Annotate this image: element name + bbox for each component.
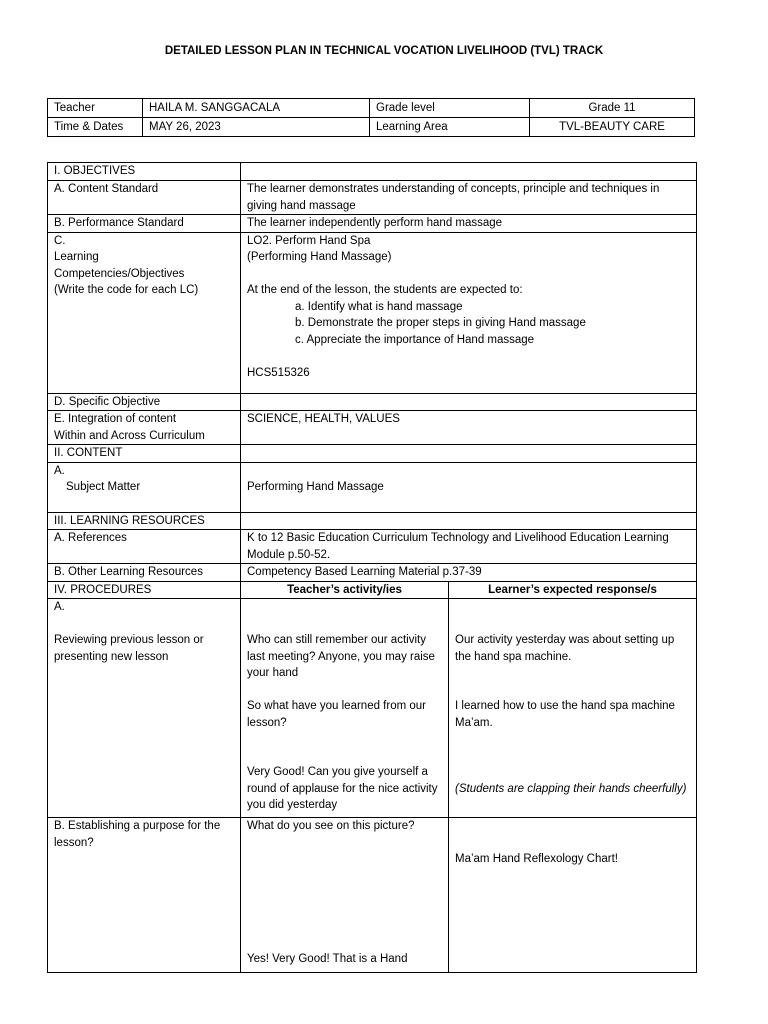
competencies-label-line: C. — [54, 234, 66, 247]
teacher-label: Teacher — [48, 99, 143, 118]
procedure-b-learner — [449, 818, 697, 973]
lo-code: HCS515326 — [247, 366, 310, 379]
lo-item: c. Appreciate the importance of Hand massage — [295, 333, 535, 346]
teacher-line: Who can still remember our activity last meeting? Anyone, you may raise your hand — [247, 634, 435, 679]
resources-heading-blank — [241, 512, 697, 530]
procedure-b-label — [48, 818, 241, 973]
subject-value: Performing Hand Massage — [247, 481, 384, 493]
subject-matter-value — [241, 462, 697, 512]
teacher-line: What do you see on this picture? — [247, 820, 415, 832]
integration-label — [48, 411, 241, 445]
area-label: Learning Area — [370, 118, 530, 137]
integration-label-line: E. Integration of content — [54, 413, 177, 425]
competencies-label-line: Learning — [54, 251, 99, 263]
lesson-plan-table — [47, 162, 697, 973]
procedure-a-letter: A. — [54, 601, 65, 613]
lo-item: b. Demonstrate the proper steps in giving Hand massage — [295, 317, 586, 329]
references-value: K to 12 Basic Education Curriculum Technology and Livelihood Education Learning Module p.50-52. — [241, 530, 697, 564]
content-heading: II. CONTENT — [48, 445, 241, 463]
learner-line: Ma’am Hand Reflexology Chart! — [455, 853, 618, 865]
procedure-a-teacher — [241, 599, 449, 818]
teacher-line: Very Good! Can you give yourself a round of applause for the nice activity you did yesterday — [247, 766, 438, 811]
content-a-label: A. — [54, 464, 65, 477]
integration-label-line: Within and Across Curriculum — [54, 429, 205, 442]
learner-column-header: Learner’s expected response/s — [449, 581, 697, 599]
time-value: MAY 26, 2023 — [143, 118, 370, 137]
other-resources-label: B. Other Learning Resources — [48, 564, 241, 582]
area-value: TVL-BEAUTY CARE — [530, 118, 695, 137]
teacher-line: So what have you learned from our lesson? — [247, 700, 426, 729]
procedure-a-label — [48, 599, 241, 818]
integration-value: SCIENCE, HEALTH, VALUES — [241, 411, 697, 445]
subject-matter-label — [48, 462, 241, 512]
performance-standard-label: B. Performance Standard — [48, 215, 241, 233]
procedure-a-learner — [449, 599, 697, 818]
learner-line: (Students are clapping their hands cheerfully) — [455, 783, 687, 795]
procedure-b-desc: B. Establishing a purpose for the lesson? — [54, 820, 221, 849]
performance-standard-value: The learner independently perform hand massage — [241, 215, 697, 233]
competencies-label-line: (Write the code for each LC) — [54, 284, 199, 296]
other-resources-value: Competency Based Learning Material p.37-39 — [241, 564, 697, 582]
time-label: Time & Dates — [48, 118, 143, 137]
grade-label: Grade level — [370, 99, 530, 118]
procedures-heading: IV. PROCEDURES — [48, 581, 241, 599]
content-standard-label: A. Content Standard — [48, 181, 241, 215]
teacher-column-header: Teacher’s activity/ies — [241, 581, 449, 599]
learner-line: I learned how to use the hand spa machine Ma’am. — [455, 700, 675, 729]
content-standard-value: The learner demonstrates understanding of concepts, principle and techniques in giving hand massage — [241, 181, 697, 215]
subject-label: Subject Matter — [66, 481, 141, 493]
objectives-heading-blank — [241, 163, 697, 181]
specific-objective-value — [241, 393, 697, 411]
competencies-label-line: Competencies/Objectives — [54, 267, 185, 280]
objectives-heading: I. OBJECTIVES — [48, 163, 241, 181]
references-label: A. References — [48, 530, 241, 564]
learner-line: Our activity yesterday was about setting up the hand spa machine. — [455, 634, 675, 663]
specific-objective-label: D. Specific Objective — [48, 393, 241, 411]
lo-line: (Performing Hand Massage) — [247, 251, 392, 263]
header-table — [47, 98, 695, 137]
lo-line: LO2. Perform Hand Spa — [247, 234, 371, 247]
procedure-b-teacher — [241, 818, 449, 973]
lo-item: a. Identify what is hand massage — [295, 300, 463, 313]
grade-value: Grade 11 — [530, 99, 695, 118]
content-heading-blank — [241, 445, 697, 463]
resources-heading: III. LEARNING RESOURCES — [48, 512, 241, 530]
competencies-label — [48, 232, 241, 393]
document-title: DETAILED LESSON PLAN IN TECHNICAL VOCATION LIVELIHOOD (TVL) TRACK — [164, 45, 604, 57]
teacher-value: HAILA M. SANGGACALA — [143, 99, 370, 118]
teacher-line: Yes! Very Good! That is a Hand — [247, 952, 408, 965]
procedure-a-desc: Reviewing previous lesson or presenting new lesson — [54, 634, 204, 663]
competencies-value — [241, 232, 697, 393]
lo-intro: At the end of the lesson, the students are expected to: — [247, 284, 523, 296]
